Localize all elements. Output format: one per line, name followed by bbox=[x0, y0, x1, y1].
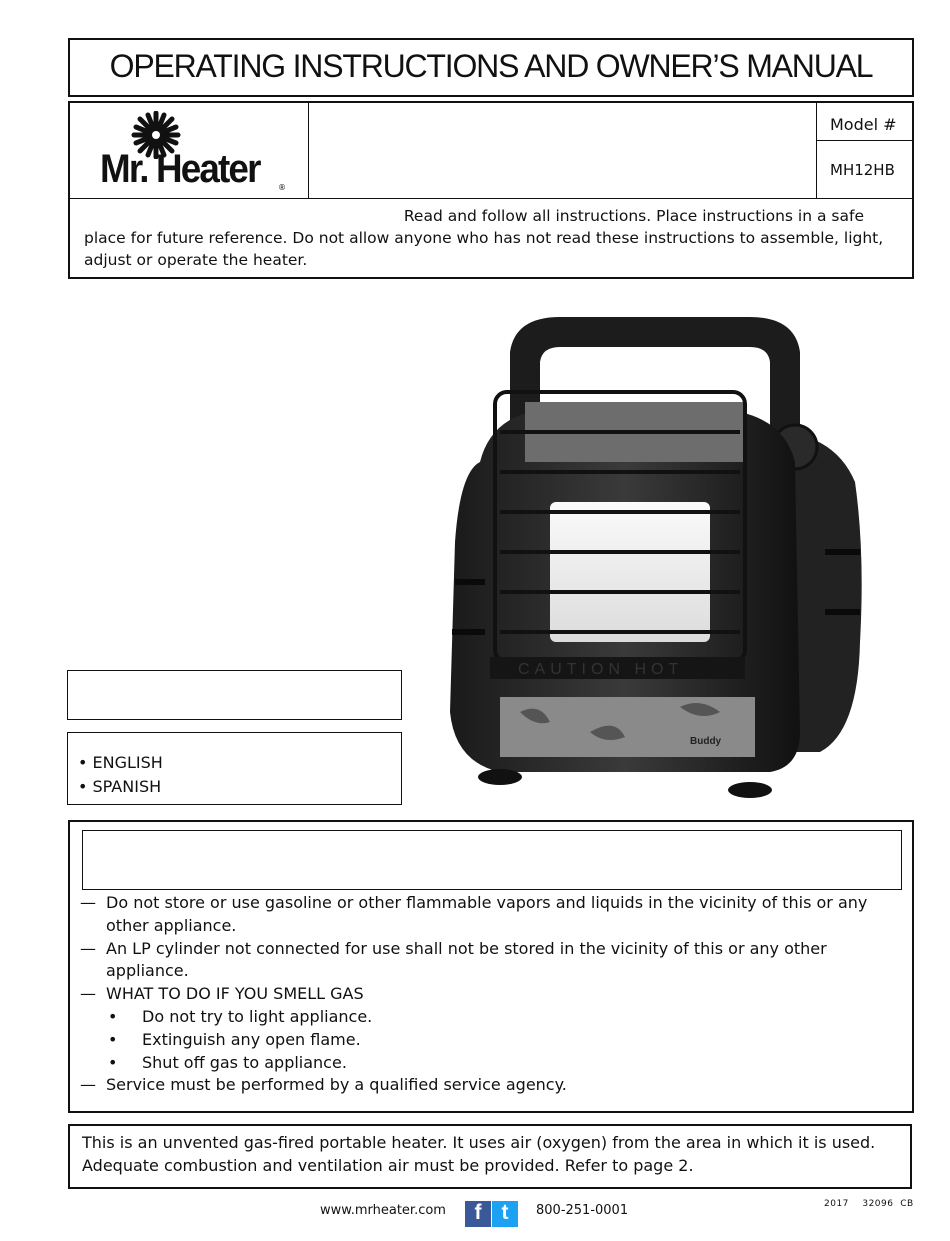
warning-subitem: • Shut off gas to appliance. bbox=[108, 1052, 347, 1072]
note-line: Adequate combustion and ventilation air must be provided. Refer to page 2. bbox=[82, 1155, 694, 1175]
header-rule bbox=[70, 198, 912, 199]
header-divider bbox=[816, 103, 817, 199]
language-english: • ENGLISH bbox=[78, 753, 163, 772]
warning-item: — An LP cylinder not connected for use shall not be stored in the vicinity of this or any other appliance. bbox=[80, 938, 827, 981]
blank-label-box bbox=[67, 670, 402, 720]
warning-list bbox=[80, 892, 900, 1097]
twitter-icon[interactable]: t bbox=[492, 1201, 518, 1227]
title-box bbox=[68, 38, 914, 97]
document-title: OPERATING INSTRUCTIONS AND OWNER’S MANUAL bbox=[109, 48, 873, 84]
intro-lead: Read and follow all instructions. Place instructions in a safe bbox=[403, 207, 864, 225]
caution-text: CAUTION HOT bbox=[518, 661, 684, 678]
ventilation-note bbox=[82, 1132, 875, 1177]
model-divider bbox=[816, 140, 912, 141]
language-box bbox=[67, 732, 402, 805]
warning-item: — Service must be performed by a qualified service agency. bbox=[80, 1075, 567, 1095]
document-code: 2017 32096 CB bbox=[824, 1199, 914, 1209]
registered-mark: ® bbox=[278, 183, 286, 192]
intro-rest: place for future reference. Do not allow anyone who has not read these instructions to assemble, light, adjust or operate the heater. bbox=[84, 229, 884, 269]
warning-box bbox=[68, 820, 914, 1113]
warning-subitem: • Extinguish any open flame. bbox=[108, 1029, 361, 1049]
note-line: This is an unvented gas-fired portable heater. It uses air (oxygen) from the area in which it is used. bbox=[82, 1133, 876, 1152]
warning-item: — Do not store or use gasoline or other flammable vapors and liquids in the vicinity of this or any other appliance. bbox=[80, 893, 868, 935]
header-divider bbox=[308, 103, 309, 199]
phone-number: 800-251-0001 bbox=[536, 1203, 629, 1218]
warning-subitem: • Do not try to light appliance. bbox=[108, 1006, 373, 1026]
heater-image bbox=[440, 312, 870, 802]
brand-wordmark: Mr. Heater bbox=[100, 147, 260, 191]
language-spanish: • SPANISH bbox=[78, 777, 162, 796]
facebook-icon[interactable]: f bbox=[465, 1201, 491, 1227]
warning-header-box bbox=[82, 830, 902, 890]
website-link[interactable]: www.mrheater.com bbox=[320, 1203, 446, 1218]
buddy-badge: Buddy bbox=[690, 736, 722, 747]
intro-text bbox=[84, 205, 904, 271]
warning-item: — WHAT TO DO IF YOU SMELL GAS bbox=[80, 984, 364, 1004]
model-label: Model # bbox=[830, 115, 897, 134]
model-number: MH12HB bbox=[830, 161, 895, 179]
ventilation-note-box bbox=[68, 1124, 912, 1189]
header-box bbox=[68, 101, 914, 279]
brand-logo bbox=[100, 111, 290, 195]
